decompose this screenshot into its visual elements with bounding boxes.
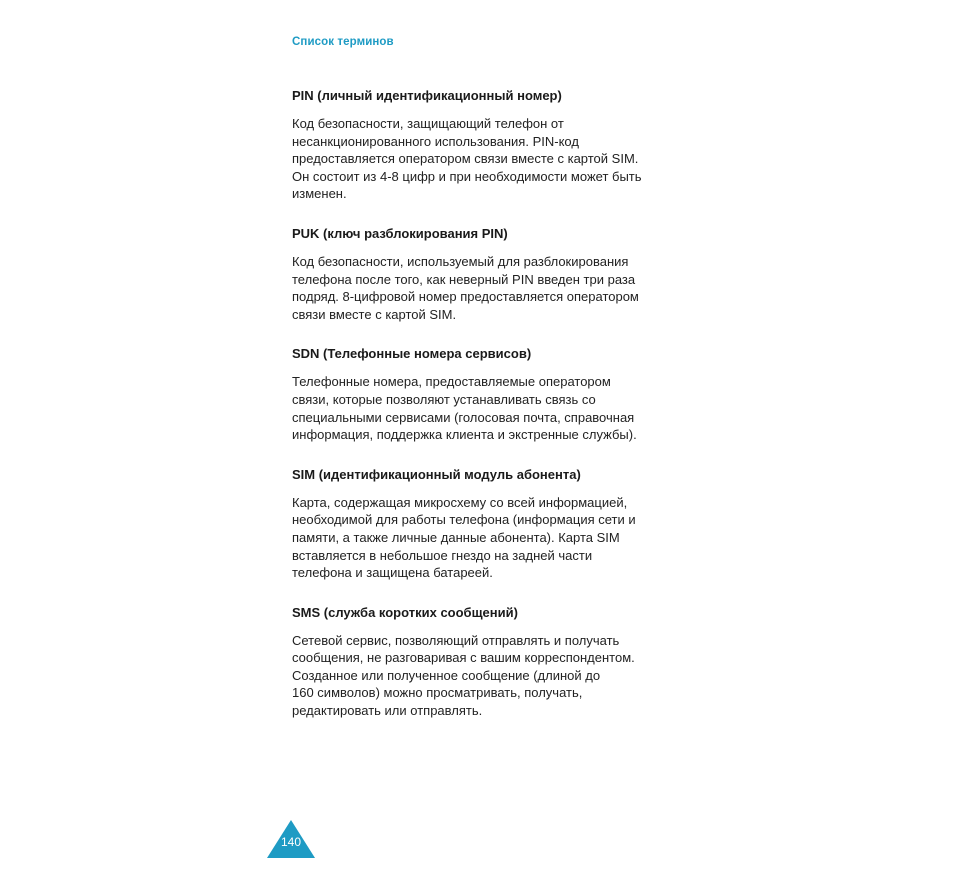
glossary-entry-sim — [292, 466, 672, 582]
glossary-entry-puk — [292, 225, 672, 323]
term-title: SDN (Телефонные номера сервисов) — [292, 346, 532, 362]
glossary-entry-sms — [292, 604, 672, 720]
term-title: PIN (личный идентификационный номер) — [292, 88, 562, 103]
term-title: SMS (служба коротких сообщений) — [292, 604, 518, 620]
page-number-badge — [267, 820, 315, 858]
page-number: 140 — [280, 835, 302, 849]
glossary-entry-pin — [292, 87, 672, 203]
term-description: Код безопасности, защищающий телефон от несанкционированного использования. PIN-код предоставляется оператором связи вместе с картой SIM. Он состоит из 4-8 цифр и при необходимости может быть изменен. — [292, 116, 642, 202]
term-title: PUK (ключ разблокирования PIN) — [292, 225, 508, 241]
term-description: Карта, содержащая микросхему со всей информацией, необходимой для работы телефона (информация сети и памяти, а также личные данные абонента). Карта SIM вставляется в небольшое гнездо на задней части телефона и защищена батареей. — [292, 494, 636, 581]
term-title: SIM (идентификационный модуль абонента) — [292, 466, 581, 482]
section-title: Список терминов — [292, 36, 394, 48]
term-description: Сетевой сервис, позволяющий отправлять и получать сообщения, не разговаривая с вашим корреспондентом. Созданное или полученное сообщение (длиной до 160 символов) можно просматривать, получать, редактировать или отправлять. — [292, 632, 635, 719]
glossary-list — [292, 87, 672, 742]
glossary-entry-sdn — [292, 345, 672, 443]
term-description: Телефонные номера, предоставляемые оператором связи, которые позволяют устанавливать связь со специальными сервисами (голосовая почта, справочная информация, поддержка клиента и экстренные службы). — [292, 374, 637, 443]
term-description: Код безопасности, используемый для разблокирования телефона после того, как неверный PIN введен три раза подряд. 8-цифровой номер предоставляется оператором связи вместе с картой SIM. — [292, 253, 639, 322]
